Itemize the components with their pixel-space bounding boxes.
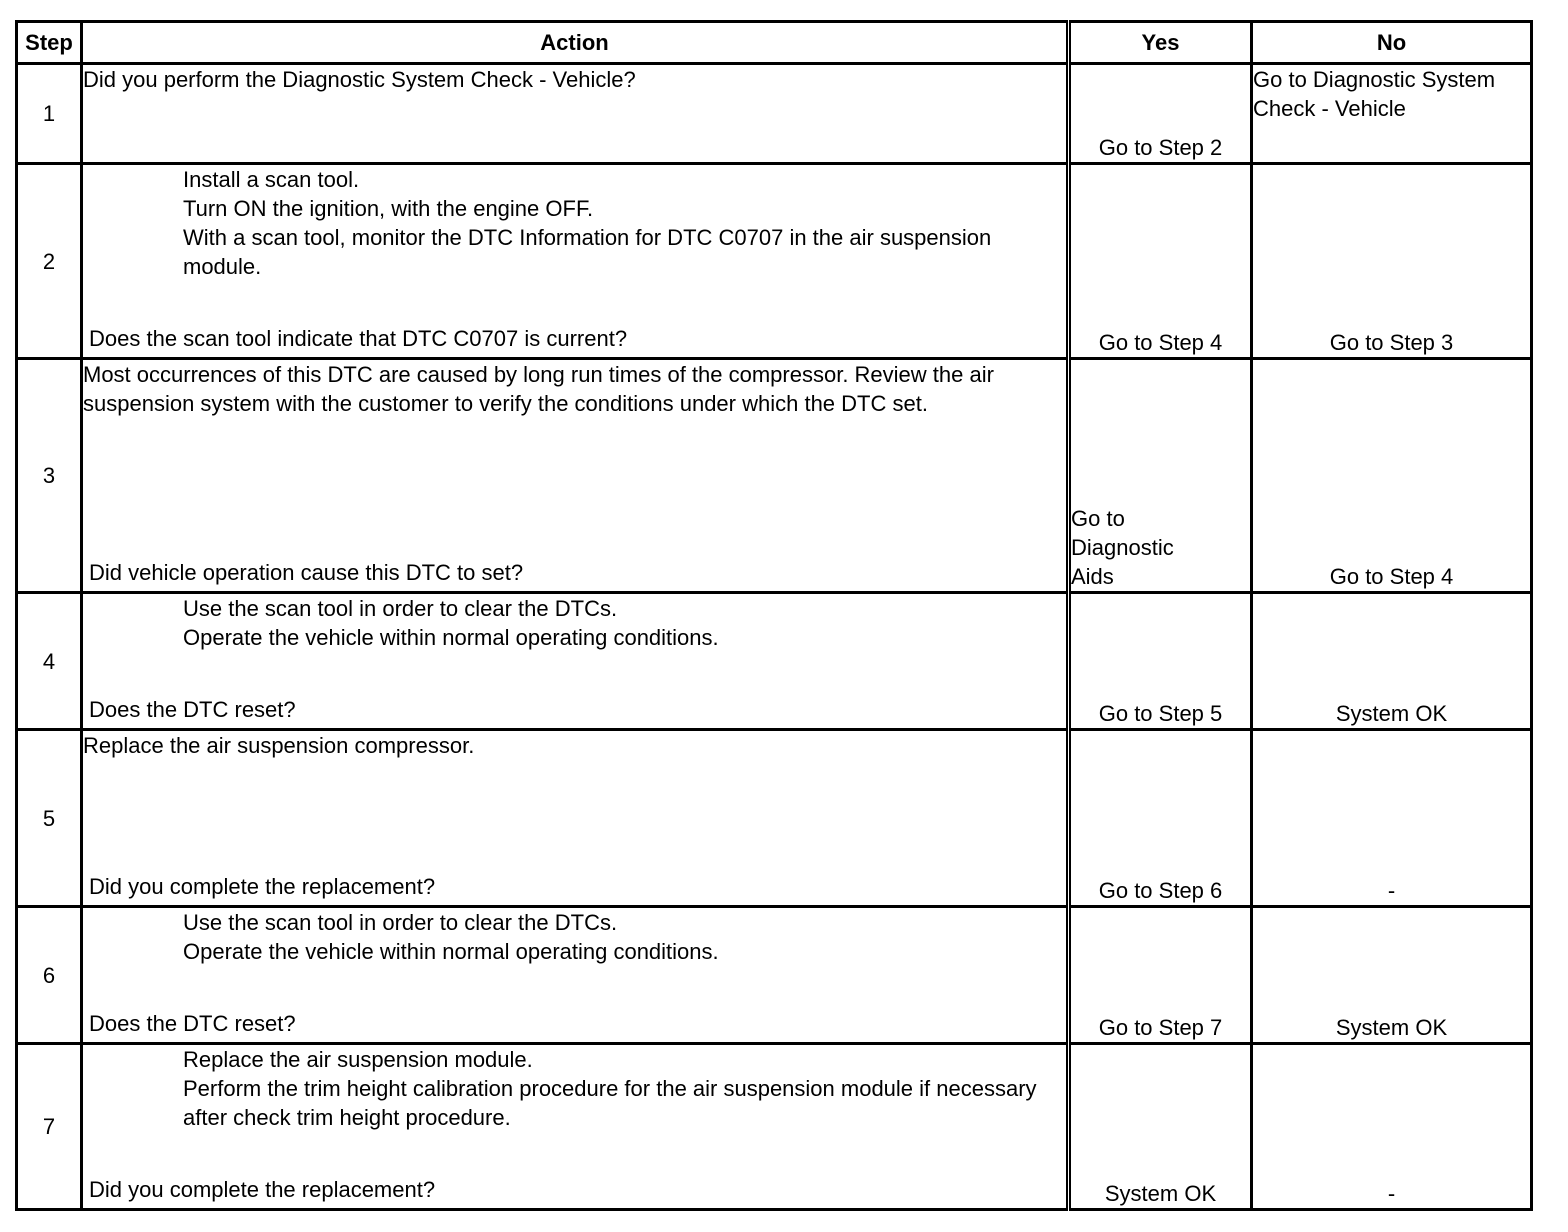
no-cell: Go to Step 4 <box>1252 359 1532 593</box>
no-cell: System OK <box>1252 907 1532 1044</box>
action-note: Most occurrences of this DTC are caused by long run times of the compressor. Review the air suspension system with the customer to verify the conditions under which the DTC set. <box>83 362 994 416</box>
step-number: 7 <box>17 1044 82 1210</box>
diagnostic-table <box>15 20 1533 1211</box>
step-number: 5 <box>17 730 82 907</box>
action-cell <box>82 164 1069 359</box>
action-instruction: Turn ON the ignition, with the engine OFF. <box>183 196 594 221</box>
yes-cell: Go to Step 5 <box>1069 593 1252 730</box>
action-question: Did you complete the replacement? <box>89 874 436 899</box>
step-number: 1 <box>17 64 82 164</box>
action-instruction: Install a scan tool. <box>183 167 360 192</box>
no-cell: Go to Diagnostic System Check - Vehicle <box>1252 64 1532 164</box>
action-instruction: With a scan tool, monitor the DTC Information for DTC C0707 in the air suspension module. <box>183 225 992 279</box>
action-instruction: Operate the vehicle within normal operating conditions. <box>183 625 719 650</box>
action-instruction: Replace the air suspension module. <box>183 1047 533 1072</box>
diagnostic-table-container <box>15 20 1530 1211</box>
yes-cell: Go to Step 6 <box>1069 730 1252 907</box>
table-row <box>17 593 1532 730</box>
no-cell: - <box>1252 730 1532 907</box>
step-number: 2 <box>17 164 82 359</box>
action-question: Did you perform the Diagnostic System Check - Vehicle? <box>83 67 636 92</box>
yes-cell: Go to Step 4 <box>1069 164 1252 359</box>
action-cell <box>82 593 1069 730</box>
yes-cell: Go to Step 7 <box>1069 907 1252 1044</box>
step-number: 4 <box>17 593 82 730</box>
no-cell: Go to Step 3 <box>1252 164 1532 359</box>
header-no: No <box>1252 22 1532 64</box>
action-instruction: Use the scan tool in order to clear the DTCs. <box>183 910 618 935</box>
no-cell: System OK <box>1252 593 1532 730</box>
action-question: Did vehicle operation cause this DTC to set? <box>89 560 524 585</box>
step-number: 6 <box>17 907 82 1044</box>
action-note: Replace the air suspension compressor. <box>83 733 475 758</box>
action-instruction: Use the scan tool in order to clear the DTCs. <box>183 596 618 621</box>
no-cell: - <box>1252 1044 1532 1210</box>
table-row <box>17 164 1532 359</box>
action-cell <box>82 907 1069 1044</box>
yes-cell: Go to Step 2 <box>1069 64 1252 164</box>
table-row <box>17 64 1532 164</box>
action-question: Did you complete the replacement? <box>89 1177 436 1202</box>
action-cell <box>82 1044 1069 1210</box>
table-row <box>17 359 1532 593</box>
step-number: 3 <box>17 359 82 593</box>
action-question: Does the DTC reset? <box>89 697 296 722</box>
action-question: Does the DTC reset? <box>89 1011 296 1036</box>
header-action: Action <box>82 22 1069 64</box>
action-instruction: Operate the vehicle within normal operating conditions. <box>183 939 719 964</box>
action-instruction: Perform the trim height calibration procedure for the air suspension module if necessary after check trim height procedure. <box>183 1076 1037 1130</box>
action-cell <box>82 730 1069 907</box>
table-row <box>17 1044 1532 1210</box>
header-step: Step <box>17 22 82 64</box>
yes-cell: System OK <box>1069 1044 1252 1210</box>
table-row <box>17 907 1532 1044</box>
action-cell <box>82 359 1069 593</box>
table-row <box>17 730 1532 907</box>
header-row <box>17 22 1532 64</box>
header-yes: Yes <box>1069 22 1252 64</box>
action-question: Does the scan tool indicate that DTC C0707 is current? <box>89 326 628 351</box>
yes-cell: Go to Diagnostic Aids <box>1069 359 1252 593</box>
action-cell <box>82 64 1069 164</box>
